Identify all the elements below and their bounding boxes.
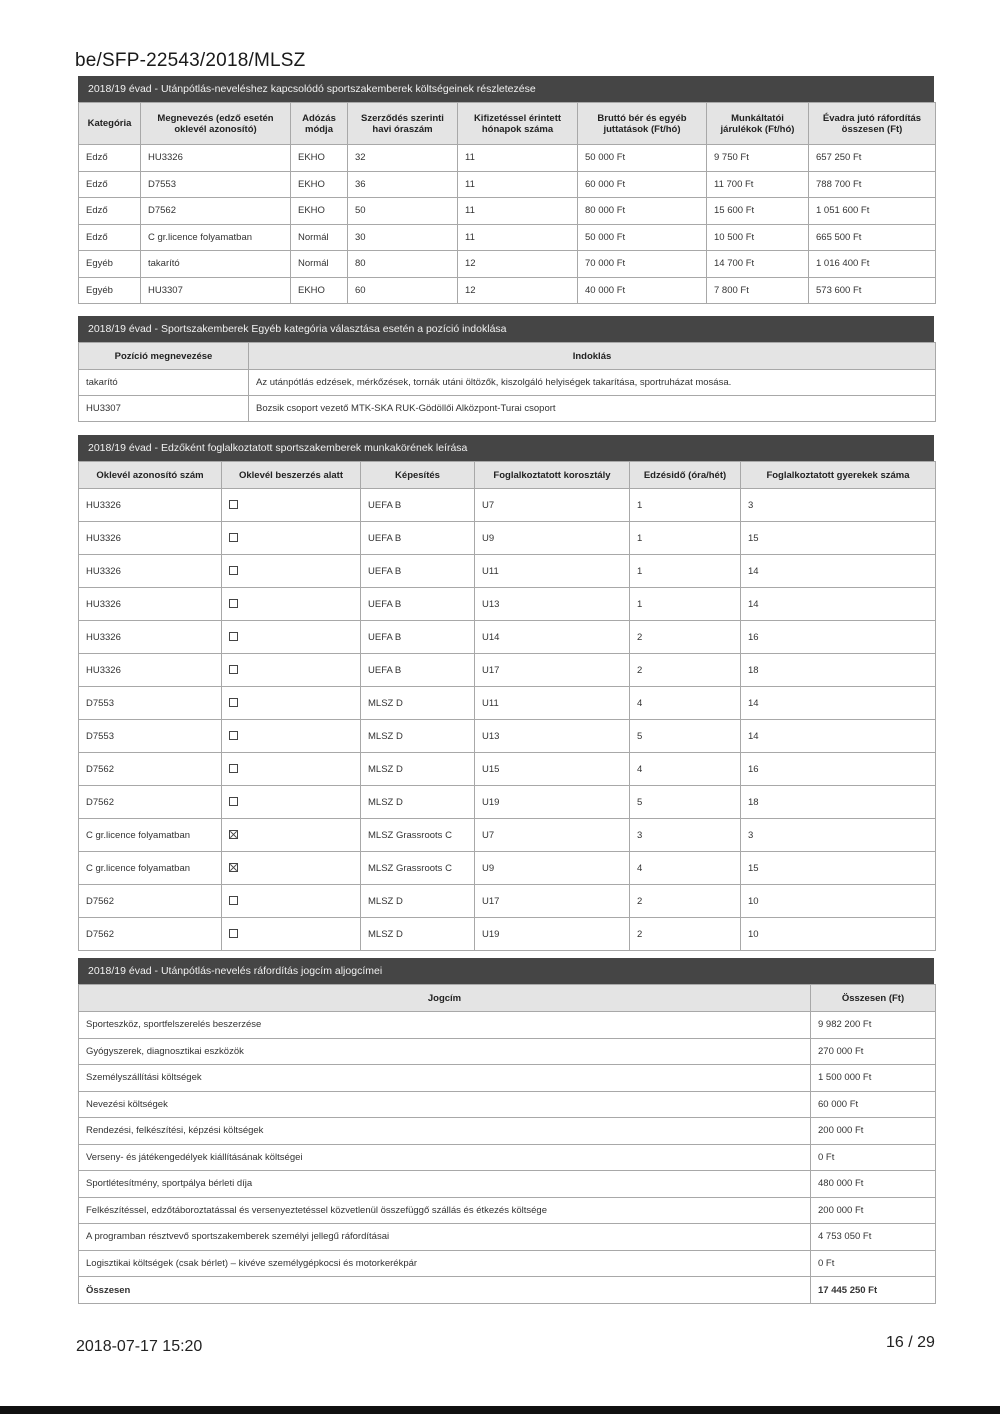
category-cell: Edző	[79, 224, 141, 251]
age-group-cell: U19	[475, 918, 630, 951]
contrib-cell: 9 750 Ft	[707, 145, 809, 172]
expense-amount-cell: 60 000 Ft	[811, 1091, 936, 1118]
tax-cell: EKHO	[291, 277, 348, 304]
training-hours-cell: 2	[630, 885, 741, 918]
age-group-cell: U13	[475, 720, 630, 753]
col-header: Oklevél beszerzés alatt	[222, 462, 361, 489]
contrib-cell: 14 700 Ft	[707, 251, 809, 278]
children-count-cell: 10	[741, 918, 936, 951]
diploma-id-cell: D7562	[79, 885, 222, 918]
table-row	[79, 145, 936, 172]
hours-cell: 32	[348, 145, 458, 172]
table-row	[79, 819, 936, 852]
in-progress-cell	[222, 621, 361, 654]
training-hours-cell: 3	[630, 819, 741, 852]
col-header: Pozíció megnevezése	[79, 343, 249, 370]
training-hours-cell: 1	[630, 489, 741, 522]
in-progress-checkbox[interactable]	[229, 731, 238, 740]
expense-header-row	[79, 985, 936, 1012]
total-cell: 573 600 Ft	[809, 277, 936, 304]
expense-title-cell: Nevezési költségek	[79, 1091, 811, 1118]
costs-header-row	[79, 103, 936, 145]
qualification-cell: MLSZ Grassroots C	[361, 852, 475, 885]
table-row	[79, 489, 936, 522]
qualification-cell: UEFA B	[361, 555, 475, 588]
print-datetime: 2018-07-17 15:20	[76, 1338, 203, 1355]
col-header: Indoklás	[249, 343, 936, 370]
hours-cell: 30	[348, 224, 458, 251]
training-hours-cell: 1	[630, 522, 741, 555]
col-header: Bruttó bér és egyéb juttatások (Ft/hó)	[578, 103, 707, 145]
qualification-cell: UEFA B	[361, 621, 475, 654]
col-header: Edzésidő (óra/hét)	[630, 462, 741, 489]
expense-amount-cell: 0 Ft	[811, 1250, 936, 1277]
training-hours-cell: 5	[630, 786, 741, 819]
gross-cell: 40 000 Ft	[578, 277, 707, 304]
children-count-cell: 16	[741, 753, 936, 786]
table-row	[79, 687, 936, 720]
diploma-id-cell: HU3326	[79, 489, 222, 522]
table-row	[79, 1038, 936, 1065]
gross-cell: 80 000 Ft	[578, 198, 707, 225]
expense-title-cell: Verseny- és játékengedélyek kiállításának költségei	[79, 1144, 811, 1171]
in-progress-checkbox[interactable]	[229, 599, 238, 608]
in-progress-cell	[222, 852, 361, 885]
table-row	[79, 1224, 936, 1251]
total-cell: 657 250 Ft	[809, 145, 936, 172]
table-row	[79, 654, 936, 687]
name-cell: D7562	[141, 198, 291, 225]
qualification-cell: UEFA B	[361, 588, 475, 621]
position-justification-table	[78, 342, 936, 422]
in-progress-cell	[222, 753, 361, 786]
expense-amount-cell: 480 000 Ft	[811, 1171, 936, 1198]
name-cell: HU3326	[141, 145, 291, 172]
expense-amount-cell: 200 000 Ft	[811, 1197, 936, 1224]
name-cell: C gr.licence folyamatban	[141, 224, 291, 251]
training-hours-cell: 2	[630, 918, 741, 951]
table-row	[79, 1091, 936, 1118]
in-progress-checkbox[interactable]	[229, 929, 238, 938]
age-group-cell: U11	[475, 687, 630, 720]
gross-cell: 50 000 Ft	[578, 145, 707, 172]
children-count-cell: 14	[741, 687, 936, 720]
total-row	[79, 1277, 936, 1304]
in-progress-cell	[222, 489, 361, 522]
in-progress-checkbox[interactable]	[229, 863, 238, 872]
table-row	[79, 1065, 936, 1092]
diploma-id-cell: HU3326	[79, 621, 222, 654]
qualification-cell: MLSZ D	[361, 753, 475, 786]
gross-cell: 50 000 Ft	[578, 224, 707, 251]
qualification-cell: MLSZ D	[361, 918, 475, 951]
in-progress-cell	[222, 786, 361, 819]
children-count-cell: 18	[741, 786, 936, 819]
qualification-cell: MLSZ D	[361, 885, 475, 918]
expense-title-cell: A programban résztvevő sportszakemberek személyi jellegű ráfordításai	[79, 1224, 811, 1251]
gross-cell: 70 000 Ft	[578, 251, 707, 278]
table-row	[79, 588, 936, 621]
category-cell: Edző	[79, 145, 141, 172]
expense-title-cell: Logisztikai költségek (csak bérlet) – kivéve személygépkocsi és motorkerékpár	[79, 1250, 811, 1277]
age-group-cell: U7	[475, 489, 630, 522]
age-group-cell: U19	[475, 786, 630, 819]
qualification-cell: UEFA B	[361, 489, 475, 522]
qualification-cell: MLSZ D	[361, 786, 475, 819]
section4-title: 2018/19 évad - Utánpótlás-nevelés ráfordítás jogcím aljogcímei	[78, 958, 934, 984]
qualification-cell: MLSZ D	[361, 687, 475, 720]
expense-amount-cell: 4 753 050 Ft	[811, 1224, 936, 1251]
hours-cell: 50	[348, 198, 458, 225]
table-row	[79, 885, 936, 918]
section3-title: 2018/19 évad - Edzőként foglalkoztatott sportszakemberek munkakörének leírása	[78, 435, 934, 461]
category-cell: Egyéb	[79, 251, 141, 278]
justification-cell: Az utánpótlás edzések, mérkőzések, tornák utáni öltözők, kiszolgáló helyiségek takarítása, sportruházat mosása.	[249, 370, 936, 396]
in-progress-cell	[222, 588, 361, 621]
training-hours-cell: 5	[630, 720, 741, 753]
section1-title: 2018/19 évad - Utánpótlás-neveléshez kapcsolódó sportszakemberek költségeinek részletezése	[78, 76, 934, 102]
table-row	[79, 852, 936, 885]
section2-title: 2018/19 évad - Sportszakemberek Egyéb kategória választása esetén a pozíció indoklása	[78, 316, 934, 342]
col-header: Kifizetéssel érintett hónapok száma	[458, 103, 578, 145]
table-row	[79, 1250, 936, 1277]
age-group-cell: U7	[475, 819, 630, 852]
col-header: Szerződés szerinti havi óraszám	[348, 103, 458, 145]
table-row	[79, 621, 936, 654]
in-progress-checkbox[interactable]	[229, 566, 238, 575]
table-row	[79, 753, 936, 786]
col-header: Oklevél azonosító szám	[79, 462, 222, 489]
training-hours-cell: 2	[630, 654, 741, 687]
col-header: Foglalkoztatott gyerekek száma	[741, 462, 936, 489]
training-hours-cell: 4	[630, 687, 741, 720]
diploma-id-cell: HU3326	[79, 555, 222, 588]
diploma-id-cell: C gr.licence folyamatban	[79, 819, 222, 852]
table-row	[79, 224, 936, 251]
contrib-cell: 7 800 Ft	[707, 277, 809, 304]
col-header: Jogcím	[79, 985, 811, 1012]
in-progress-checkbox[interactable]	[229, 500, 238, 509]
qualification-cell: UEFA B	[361, 522, 475, 555]
tax-cell: EKHO	[291, 145, 348, 172]
diploma-id-cell: D7562	[79, 918, 222, 951]
document-id: be/SFP-22543/2018/MLSZ	[75, 50, 306, 71]
table-row	[79, 198, 936, 225]
table-row	[79, 1118, 936, 1145]
age-group-cell: U9	[475, 852, 630, 885]
qualification-cell: UEFA B	[361, 654, 475, 687]
scan-edge	[0, 1406, 1000, 1414]
position-cell: HU3307	[79, 396, 249, 422]
children-count-cell: 16	[741, 621, 936, 654]
category-cell: Edző	[79, 198, 141, 225]
diploma-id-cell: C gr.licence folyamatban	[79, 852, 222, 885]
in-progress-checkbox[interactable]	[229, 797, 238, 806]
in-progress-checkbox[interactable]	[229, 533, 238, 542]
age-group-cell: U14	[475, 621, 630, 654]
diploma-id-cell: HU3326	[79, 588, 222, 621]
in-progress-checkbox[interactable]	[229, 632, 238, 641]
table-row	[79, 918, 936, 951]
in-progress-cell	[222, 687, 361, 720]
in-progress-cell	[222, 819, 361, 852]
table-row	[79, 396, 936, 422]
in-progress-cell	[222, 885, 361, 918]
children-count-cell: 14	[741, 555, 936, 588]
qualification-cell: MLSZ Grassroots C	[361, 819, 475, 852]
table-row	[79, 370, 936, 396]
in-progress-cell	[222, 918, 361, 951]
diploma-id-cell: D7562	[79, 753, 222, 786]
name-cell: D7553	[141, 171, 291, 198]
table-row	[79, 251, 936, 278]
age-group-cell: U11	[475, 555, 630, 588]
months-cell: 11	[458, 145, 578, 172]
months-cell: 11	[458, 171, 578, 198]
expense-title-cell: Gyógyszerek, diagnosztikai eszközök	[79, 1038, 811, 1065]
training-hours-cell: 2	[630, 621, 741, 654]
children-count-cell: 3	[741, 489, 936, 522]
coach-duties-table	[78, 461, 936, 951]
diploma-id-cell: HU3326	[79, 522, 222, 555]
hours-cell: 60	[348, 277, 458, 304]
training-hours-cell: 4	[630, 753, 741, 786]
table-row	[79, 1144, 936, 1171]
children-count-cell: 18	[741, 654, 936, 687]
age-group-cell: U17	[475, 885, 630, 918]
table-row	[79, 1197, 936, 1224]
training-hours-cell: 1	[630, 555, 741, 588]
in-progress-checkbox[interactable]	[229, 896, 238, 905]
months-cell: 11	[458, 198, 578, 225]
expense-amount-cell: 200 000 Ft	[811, 1118, 936, 1145]
col-header: Kategória	[79, 103, 141, 145]
age-group-cell: U17	[475, 654, 630, 687]
category-cell: Egyéb	[79, 277, 141, 304]
total-label: Összesen	[79, 1277, 811, 1304]
gross-cell: 60 000 Ft	[578, 171, 707, 198]
table-row	[79, 171, 936, 198]
expense-categories-table	[78, 984, 936, 1304]
duties-header-row	[79, 462, 936, 489]
in-progress-cell	[222, 522, 361, 555]
hours-cell: 36	[348, 171, 458, 198]
months-cell: 12	[458, 251, 578, 278]
tax-cell: Normál	[291, 251, 348, 278]
expense-title-cell: Rendezési, felkészítési, képzési költségek	[79, 1118, 811, 1145]
page-number: 16 / 29	[886, 1334, 935, 1351]
expense-amount-cell: 9 982 200 Ft	[811, 1012, 936, 1039]
name-cell: takarító	[141, 251, 291, 278]
age-group-cell: U15	[475, 753, 630, 786]
training-hours-cell: 1	[630, 588, 741, 621]
justification-header-row	[79, 343, 936, 370]
diploma-id-cell: D7562	[79, 786, 222, 819]
position-cell: takarító	[79, 370, 249, 396]
in-progress-cell	[222, 720, 361, 753]
col-header: Összesen (Ft)	[811, 985, 936, 1012]
months-cell: 11	[458, 224, 578, 251]
col-header: Képesítés	[361, 462, 475, 489]
total-value: 17 445 250 Ft	[811, 1277, 936, 1304]
total-cell: 665 500 Ft	[809, 224, 936, 251]
children-count-cell: 15	[741, 522, 936, 555]
contrib-cell: 15 600 Ft	[707, 198, 809, 225]
expense-title-cell: Felkészítéssel, edzőtáboroztatással és versenyeztetéssel közvetlenül összefüggő szállás és étkezés költsége	[79, 1197, 811, 1224]
children-count-cell: 14	[741, 720, 936, 753]
children-count-cell: 15	[741, 852, 936, 885]
total-cell: 788 700 Ft	[809, 171, 936, 198]
name-cell: HU3307	[141, 277, 291, 304]
expense-title-cell: Személyszállítási költségek	[79, 1065, 811, 1092]
expense-title-cell: Sporteszköz, sportfelszerelés beszerzése	[79, 1012, 811, 1039]
expense-title-cell: Sportlétesítmény, sportpálya bérleti díja	[79, 1171, 811, 1198]
expense-amount-cell: 1 500 000 Ft	[811, 1065, 936, 1092]
justification-cell: Bozsik csoport vezető MTK-SKA RUK-Gödöllői Alközpont-Turai csoport	[249, 396, 936, 422]
in-progress-checkbox[interactable]	[229, 764, 238, 773]
costs-table	[78, 102, 936, 304]
months-cell: 12	[458, 277, 578, 304]
col-header: Adózás módja	[291, 103, 348, 145]
diploma-id-cell: D7553	[79, 720, 222, 753]
col-header: Megnevezés (edző esetén oklevél azonosító)	[141, 103, 291, 145]
in-progress-checkbox[interactable]	[229, 830, 238, 839]
children-count-cell: 10	[741, 885, 936, 918]
table-row	[79, 522, 936, 555]
tax-cell: EKHO	[291, 171, 348, 198]
total-cell: 1 016 400 Ft	[809, 251, 936, 278]
col-header: Foglalkoztatott korosztály	[475, 462, 630, 489]
in-progress-cell	[222, 654, 361, 687]
age-group-cell: U9	[475, 522, 630, 555]
col-header: Munkáltatói járulékok (Ft/hó)	[707, 103, 809, 145]
diploma-id-cell: HU3326	[79, 654, 222, 687]
table-row	[79, 786, 936, 819]
tax-cell: EKHO	[291, 198, 348, 225]
qualification-cell: MLSZ D	[361, 720, 475, 753]
expense-amount-cell: 0 Ft	[811, 1144, 936, 1171]
age-group-cell: U13	[475, 588, 630, 621]
in-progress-cell	[222, 555, 361, 588]
contrib-cell: 11 700 Ft	[707, 171, 809, 198]
children-count-cell: 14	[741, 588, 936, 621]
table-row	[79, 1171, 936, 1198]
contrib-cell: 10 500 Ft	[707, 224, 809, 251]
training-hours-cell: 4	[630, 852, 741, 885]
expense-amount-cell: 270 000 Ft	[811, 1038, 936, 1065]
table-row	[79, 277, 936, 304]
total-cell: 1 051 600 Ft	[809, 198, 936, 225]
children-count-cell: 3	[741, 819, 936, 852]
tax-cell: Normál	[291, 224, 348, 251]
diploma-id-cell: D7553	[79, 687, 222, 720]
in-progress-checkbox[interactable]	[229, 665, 238, 674]
table-row	[79, 555, 936, 588]
col-header: Évadra jutó ráfordítás összesen (Ft)	[809, 103, 936, 145]
table-row	[79, 1012, 936, 1039]
hours-cell: 80	[348, 251, 458, 278]
in-progress-checkbox[interactable]	[229, 698, 238, 707]
category-cell: Edző	[79, 171, 141, 198]
table-row	[79, 720, 936, 753]
